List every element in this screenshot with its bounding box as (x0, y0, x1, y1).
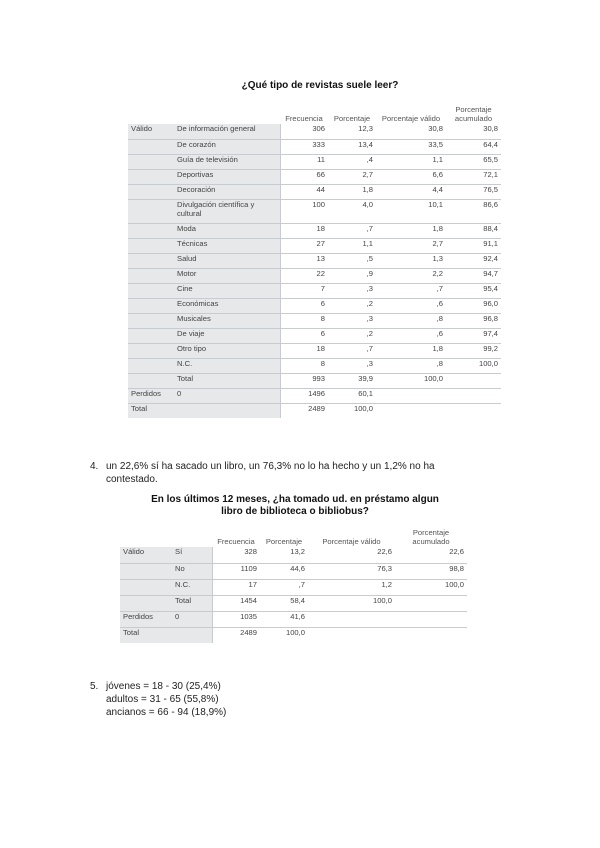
row-group-label (128, 358, 174, 373)
cell-frequency: 18 (280, 343, 328, 358)
frequency-table-magazines (128, 98, 501, 418)
cell-percent: 2,7 (328, 169, 376, 184)
row-group-label: Total (128, 403, 174, 418)
cell-frequency: 306 (312, 124, 325, 133)
cell-percent: 12,3 (358, 124, 373, 133)
table-row-lost (120, 611, 467, 627)
cell-percent: ,5 (328, 253, 376, 268)
cell-percent: 44,6 (260, 563, 308, 579)
row-label: 0 (172, 611, 212, 627)
row-label: Decoración (174, 184, 280, 199)
cell-valid-percent: 1,2 (308, 579, 395, 595)
cell-percent: ,7 (328, 223, 376, 238)
col-header-cumulative-percent: Porcentaje acumulado (454, 105, 493, 123)
cell-frequency: 1035 (212, 611, 260, 627)
row-group-label (120, 563, 172, 579)
cell-valid-percent: 33,5 (376, 139, 446, 154)
table-row (128, 154, 501, 169)
row-group-label: Válido (120, 547, 172, 563)
cell-cumulative-percent: 95,4 (446, 283, 501, 298)
row-group-label (128, 223, 174, 238)
cell-cumulative-percent: 64,4 (446, 139, 501, 154)
cell-percent: ,3 (328, 358, 376, 373)
cell-percent: ,7 (328, 343, 376, 358)
row-label: De viaje (174, 328, 280, 343)
list-text-line: jóvenes = 18 - 30 (25,4%) (106, 681, 221, 692)
table2-title-line2: libro de biblioteca o bibliobus? (221, 506, 369, 517)
row-group-label (128, 328, 174, 343)
cell-frequency: 17 (212, 579, 260, 595)
table-row (128, 328, 501, 343)
cell-percent: 4,0 (328, 199, 376, 223)
row-label: Divulgación científica y cultural (174, 199, 280, 223)
cell-valid-percent (376, 388, 446, 403)
cell-cumulative-percent: 98,8 (395, 563, 467, 579)
row-group-label: Perdidos (128, 388, 174, 403)
cell-percent: ,3 (328, 283, 376, 298)
row-label: Cine (174, 283, 280, 298)
cell-frequency: 7 (280, 283, 328, 298)
cell-frequency: 333 (280, 139, 328, 154)
row-group-label (128, 169, 174, 184)
cell-cumulative-percent: 88,4 (446, 223, 501, 238)
cell-percent: ,2 (328, 328, 376, 343)
table-row (128, 238, 501, 253)
cell-percent: ,7 (260, 579, 308, 595)
cell-valid-percent: ,6 (376, 298, 446, 313)
cell-frequency: 1496 (280, 388, 328, 403)
row-label: 0 (174, 388, 280, 403)
cell-percent: ,4 (328, 154, 376, 169)
cell-percent: ,3 (328, 313, 376, 328)
row-group-label (120, 595, 172, 611)
cell-cumulative-percent (395, 595, 467, 611)
cell-frequency: 6 (280, 298, 328, 313)
table-row (128, 199, 501, 223)
row-group-label (128, 373, 174, 388)
cell-frequency: 2489 (212, 627, 260, 643)
cell-frequency: 13 (280, 253, 328, 268)
cell-valid-percent: 100,0 (376, 373, 446, 388)
table-row (120, 563, 467, 579)
row-group-label (128, 343, 174, 358)
cell-cumulative-percent: 99,2 (446, 343, 501, 358)
row-group-label (128, 313, 174, 328)
table-row (128, 223, 501, 238)
cell-valid-percent: ,7 (376, 283, 446, 298)
cell-percent: 13,2 (290, 547, 305, 556)
cell-valid-percent: 1,8 (376, 343, 446, 358)
cell-percent: 1,1 (328, 238, 376, 253)
table-row (128, 313, 501, 328)
col-header-valid-percent: Porcentaje válido (381, 114, 441, 123)
table-row-grand-total (128, 403, 501, 418)
table2-title (120, 494, 470, 518)
table-row (120, 579, 467, 595)
table2-title-line1: En los últimos 12 meses, ¿ha tomado ud. en préstamo algun (151, 494, 439, 505)
cell-cumulative-percent: 30,8 (483, 124, 498, 133)
row-label: Salud (174, 253, 280, 268)
table-row (128, 298, 501, 313)
row-label: Total (172, 595, 212, 611)
table-row-grand-total (120, 627, 467, 643)
table1-title: ¿Qué tipo de revistas suele leer? (241, 80, 399, 91)
cell-percent: 100,0 (260, 627, 308, 643)
row-group-label (128, 184, 174, 199)
row-group-label (128, 283, 174, 298)
row-group-label: Perdidos (120, 611, 172, 627)
row-group-label (128, 139, 174, 154)
row-label: Guía de televisión (174, 154, 280, 169)
cell-cumulative-percent: 86,6 (446, 199, 501, 223)
cell-cumulative-percent (446, 388, 501, 403)
cell-frequency: 1109 (212, 563, 260, 579)
cell-percent: ,2 (328, 298, 376, 313)
cell-frequency: 328 (244, 547, 257, 556)
table-row (120, 547, 467, 563)
cell-percent: 41,6 (260, 611, 308, 627)
cell-cumulative-percent: 96,0 (446, 298, 501, 313)
row-group-label (128, 199, 174, 223)
cell-cumulative-percent (395, 611, 467, 627)
cell-cumulative-percent: 100,0 (395, 579, 467, 595)
cell-frequency: 2489 (280, 403, 328, 418)
row-group-label: Válido (128, 124, 174, 139)
cell-cumulative-percent: 91,1 (446, 238, 501, 253)
row-label: Técnicas (174, 238, 280, 253)
table-header-row (120, 522, 467, 547)
cell-valid-percent (376, 403, 446, 418)
list-number: 5. (90, 681, 99, 692)
col-header-cumulative-percent: Porcentaje acumulado (412, 528, 450, 546)
cell-cumulative-percent: 96,8 (446, 313, 501, 328)
cell-percent: 13,4 (328, 139, 376, 154)
cell-frequency: 8 (280, 358, 328, 373)
cell-frequency: 27 (280, 238, 328, 253)
cell-valid-percent: 22,6 (377, 547, 392, 556)
table-row (128, 268, 501, 283)
table-header-row (128, 98, 501, 124)
cell-cumulative-percent: 76,5 (446, 184, 501, 199)
cell-valid-percent: 30,8 (428, 124, 443, 133)
row-label: Sí (172, 547, 212, 563)
list-item-5 (90, 680, 390, 722)
table-row (128, 169, 501, 184)
table-row (128, 184, 501, 199)
row-label: Motor (174, 268, 280, 283)
col-header-percent: Porcentaje (333, 114, 371, 123)
col-header-percent: Porcentaje (265, 537, 303, 546)
cell-cumulative-percent: 94,7 (446, 268, 501, 283)
row-group-label (120, 579, 172, 595)
cell-cumulative-percent: 92,4 (446, 253, 501, 268)
cell-cumulative-percent (446, 373, 501, 388)
cell-valid-percent: 10,1 (376, 199, 446, 223)
cell-valid-percent (308, 627, 395, 643)
table-row (128, 343, 501, 358)
cell-frequency: 993 (280, 373, 328, 388)
table-row (128, 253, 501, 268)
cell-frequency: 22 (280, 268, 328, 283)
list-text-line: adultos = 31 - 65 (55,8%) (106, 694, 219, 705)
cell-percent: 39,9 (328, 373, 376, 388)
cell-percent: 58,4 (260, 595, 308, 611)
table-row (128, 139, 501, 154)
col-header-valid-percent: Porcentaje válido (322, 537, 381, 546)
cell-valid-percent (308, 611, 395, 627)
row-label: Otro tipo (174, 343, 280, 358)
cell-cumulative-percent: 97,4 (446, 328, 501, 343)
row-group-label (128, 238, 174, 253)
cell-valid-percent: 6,6 (376, 169, 446, 184)
cell-cumulative-percent: 100,0 (446, 358, 501, 373)
cell-valid-percent: ,6 (376, 328, 446, 343)
cell-cumulative-percent: 72,1 (446, 169, 501, 184)
col-header-frequency: Frecuencia (285, 114, 323, 123)
table-row-lost (128, 388, 501, 403)
list-text-line: contestado. (106, 474, 158, 485)
table-row (128, 124, 501, 139)
cell-percent: 100,0 (328, 403, 376, 418)
cell-valid-percent: 2,2 (376, 268, 446, 283)
cell-valid-percent: ,8 (376, 358, 446, 373)
cell-frequency: 66 (280, 169, 328, 184)
cell-percent: 1,8 (328, 184, 376, 199)
table-row (128, 358, 501, 373)
cell-percent: ,9 (328, 268, 376, 283)
cell-valid-percent: 100,0 (308, 595, 395, 611)
cell-valid-percent: 1,1 (376, 154, 446, 169)
row-label: N.C. (172, 579, 212, 595)
cell-valid-percent: 1,8 (376, 223, 446, 238)
cell-valid-percent: ,8 (376, 313, 446, 328)
row-label (174, 403, 280, 418)
cell-frequency: 1454 (212, 595, 260, 611)
row-label: No (172, 563, 212, 579)
cell-frequency: 6 (280, 328, 328, 343)
cell-cumulative-percent (395, 627, 467, 643)
row-label: Económicas (174, 298, 280, 313)
row-group-label (128, 253, 174, 268)
cell-frequency: 18 (280, 223, 328, 238)
cell-frequency: 44 (280, 184, 328, 199)
row-group-label: Total (120, 627, 172, 643)
table-row (128, 283, 501, 298)
list-text-line: ancianos = 66 - 94 (18,9%) (106, 707, 227, 718)
cell-cumulative-percent (446, 403, 501, 418)
cell-valid-percent: 1,3 (376, 253, 446, 268)
cell-cumulative-percent: 22,6 (449, 547, 464, 556)
row-label: Total (174, 373, 280, 388)
cell-valid-percent: 2,7 (376, 238, 446, 253)
col-header-frequency: Frecuencia (217, 537, 255, 546)
row-label: De información general (174, 124, 280, 139)
cell-frequency: 100 (280, 199, 328, 223)
row-label: De corazón (174, 139, 280, 154)
frequency-table-library-loans (120, 522, 467, 643)
list-text-line: un 22,6% sí ha sacado un libro, un 76,3% no lo ha hecho y un 1,2% no ha (106, 461, 435, 472)
table-row-total (120, 595, 467, 611)
row-group-label (128, 154, 174, 169)
row-label (172, 627, 212, 643)
row-label: Moda (174, 223, 280, 238)
table-row-total (128, 373, 501, 388)
row-group-label (128, 268, 174, 283)
row-group-label (128, 298, 174, 313)
cell-valid-percent: 76,3 (308, 563, 395, 579)
cell-cumulative-percent: 65,5 (446, 154, 501, 169)
row-label: Deportivas (174, 169, 280, 184)
list-number: 4. (90, 461, 99, 472)
list-item-4 (90, 460, 530, 488)
cell-valid-percent: 4,4 (376, 184, 446, 199)
cell-frequency: 8 (280, 313, 328, 328)
row-label: N.C. (174, 358, 280, 373)
cell-percent: 60,1 (328, 388, 376, 403)
row-label: Musicales (174, 313, 280, 328)
cell-frequency: 11 (280, 154, 328, 169)
